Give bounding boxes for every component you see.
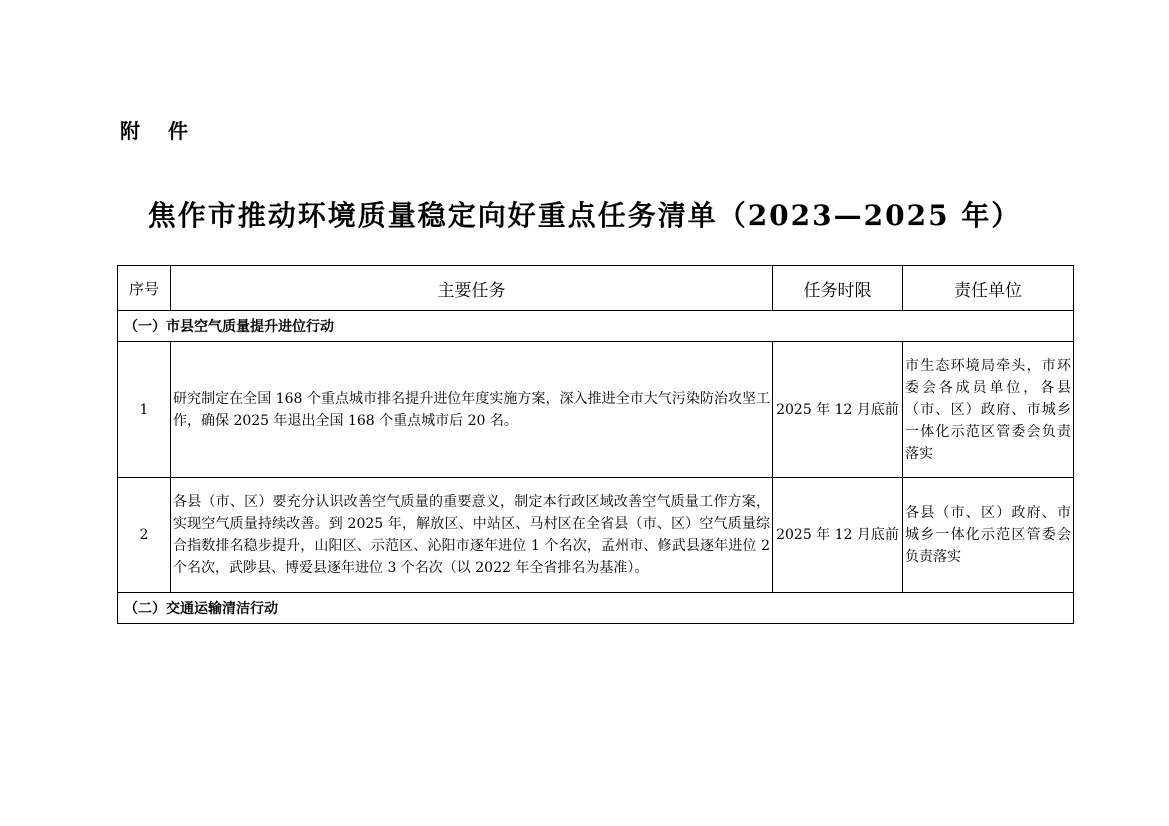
- table-row: [118, 342, 1074, 478]
- row-unit: 各县（市、区）政府、市城乡一体化示范区管委会负责落实: [903, 478, 1074, 593]
- row-deadline: 2025 年 12 月底前: [773, 342, 903, 478]
- section-row: [118, 593, 1074, 624]
- row-task: 研究制定在全国 168 个重点城市排名提升进位年度实施方案，深入推进全市大气污染防治攻坚工作，确保 2025 年退出全国 168 个重点城市后 20 名。: [171, 342, 773, 478]
- header-unit: 责任单位: [903, 266, 1074, 311]
- section-title: （二）交通运输清洁行动: [118, 593, 1074, 624]
- row-seq: 1: [118, 342, 171, 478]
- table-header-row: [118, 266, 1074, 311]
- section-row: [118, 311, 1074, 342]
- row-deadline: 2025 年 12 月底前: [773, 478, 903, 593]
- document-title: 焦作市推动环境质量稳定向好重点任务清单（2023—2025 年）: [147, 199, 1022, 232]
- row-task: 各县（市、区）要充分认识改善空气质量的重要意义，制定本行政区域改善空气质量工作方案，实现空气质量持续改善。到 2025 年，解放区、中站区、马村区在全省县（市、区）空气质量综合指数排名稳步提升，山阳区、示范区、沁阳市逐年进位 1 个名次，孟州市、修武县逐年进位 2 个名次，武陟县、博爱县逐年进位 3 个名次（以 2022 年全省排名为基准）。: [171, 478, 773, 593]
- section-title: （一）市县空气质量提升进位行动: [118, 311, 1074, 342]
- header-seq: 序号: [118, 266, 171, 311]
- header-deadline: 任务时限: [773, 266, 903, 311]
- table-row: [118, 478, 1074, 593]
- row-seq: 2: [118, 478, 171, 593]
- attachment-label: 附 件: [120, 119, 192, 143]
- header-task: 主要任务: [171, 266, 773, 311]
- task-table: [117, 265, 1074, 624]
- row-unit: 市生态环境局牵头，市环委会各成员单位，各县（市、区）政府、市城乡一体化示范区管委会负责落实: [903, 342, 1074, 478]
